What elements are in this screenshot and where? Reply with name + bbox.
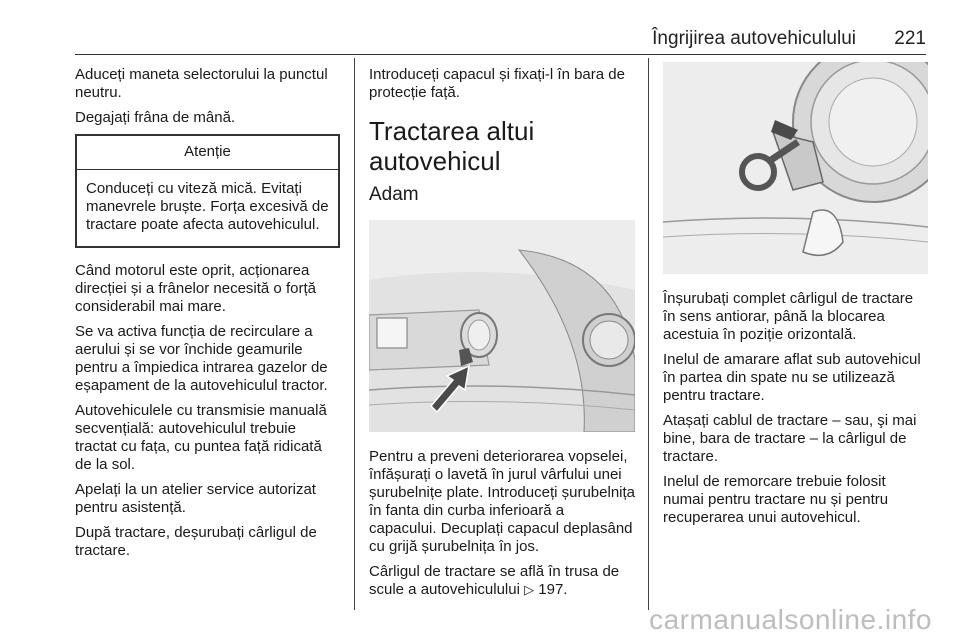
- reference-page: 197.: [534, 581, 568, 598]
- column-divider-left: [354, 58, 355, 610]
- sub-heading: Adam: [369, 184, 419, 205]
- paragraph: Pentru a preveni deteriorarea vopselei, înfășurați o lavetă în jurul vârfului unei șurubelnițe plate. Introduceți șurubelnița în fanta din curba inferioară a capacului. Decuplați capacul deplasând cu grijă șurubelnița în jos.: [369, 448, 636, 555]
- warning-title: Atenție: [77, 136, 338, 170]
- column-3: [663, 66, 928, 534]
- watermark: carmanualsonline.info: [649, 604, 932, 635]
- paragraph: Degajați frâna de mână.: [75, 109, 236, 126]
- warning-body: Conduceți cu viteză mică. Evitați manevrele bruște. Forța excesivă de tractare poate afecta autovehiculul.: [86, 180, 329, 233]
- column-2: [369, 66, 635, 606]
- page-header: [75, 26, 926, 55]
- paragraph: [369, 563, 635, 599]
- paragraph: Se va activa funcția de recirculare a aerului și se vor închide geamurile pentru a împiedica intrarea gazelor de eșapament de la autovehiculul tractor.: [75, 323, 328, 394]
- towing-eye-installed-illustration: [663, 62, 928, 274]
- section-heading: Tractarea altui autovehicul: [369, 116, 535, 176]
- paragraph: Atașați cablul de tractare – sau, şi mai bine, bara de tractare – la cârligul de tractare.: [663, 412, 917, 465]
- page-reference-arrow-icon: ▷: [524, 582, 535, 597]
- paragraph: Aduceți maneta selectorului la punctul neutru.: [75, 66, 328, 101]
- paragraph: Inelul de amarare aflat sub autovehicul în partea din spate nu se utilizează pentru tractare.: [663, 351, 921, 404]
- paragraph: Inelul de remorcare trebuie folosit numai pentru tractare nu și pentru recuperarea unui autovehicul.: [663, 473, 889, 526]
- column-divider-right: [648, 58, 649, 610]
- page-number: 221: [894, 28, 926, 49]
- paragraph: După tractare, deșurubați cârligul de tractare.: [75, 524, 317, 559]
- chapter-title: Îngrijirea autovehiculului: [652, 28, 856, 49]
- paragraph: Apelați la un atelier service autorizat pentru asistență.: [75, 481, 316, 516]
- front-bumper-cover-illustration: [369, 220, 635, 432]
- reference-text: Cârligul de tractare se află în trusa de scule a autovehiculului: [369, 563, 620, 598]
- warning-box: [75, 134, 340, 248]
- column-1: [75, 66, 340, 567]
- paragraph: Înșurubați complet cârligul de tractare în sens antiorar, până la blocarea acestuia în poziție orizontală.: [663, 290, 914, 343]
- paragraph: Introduceți capacul și fixați-l în bara de protecție față.: [369, 66, 625, 101]
- paragraph: Autovehiculele cu transmisie manuală secvențială: autovehiculul trebuie tractat cu fața, cu puntea față ridicată de la sol.: [75, 402, 327, 473]
- paragraph: Când motorul este oprit, acționarea direcției și a frânelor necesită o forță considerabil mai mare.: [75, 262, 316, 315]
